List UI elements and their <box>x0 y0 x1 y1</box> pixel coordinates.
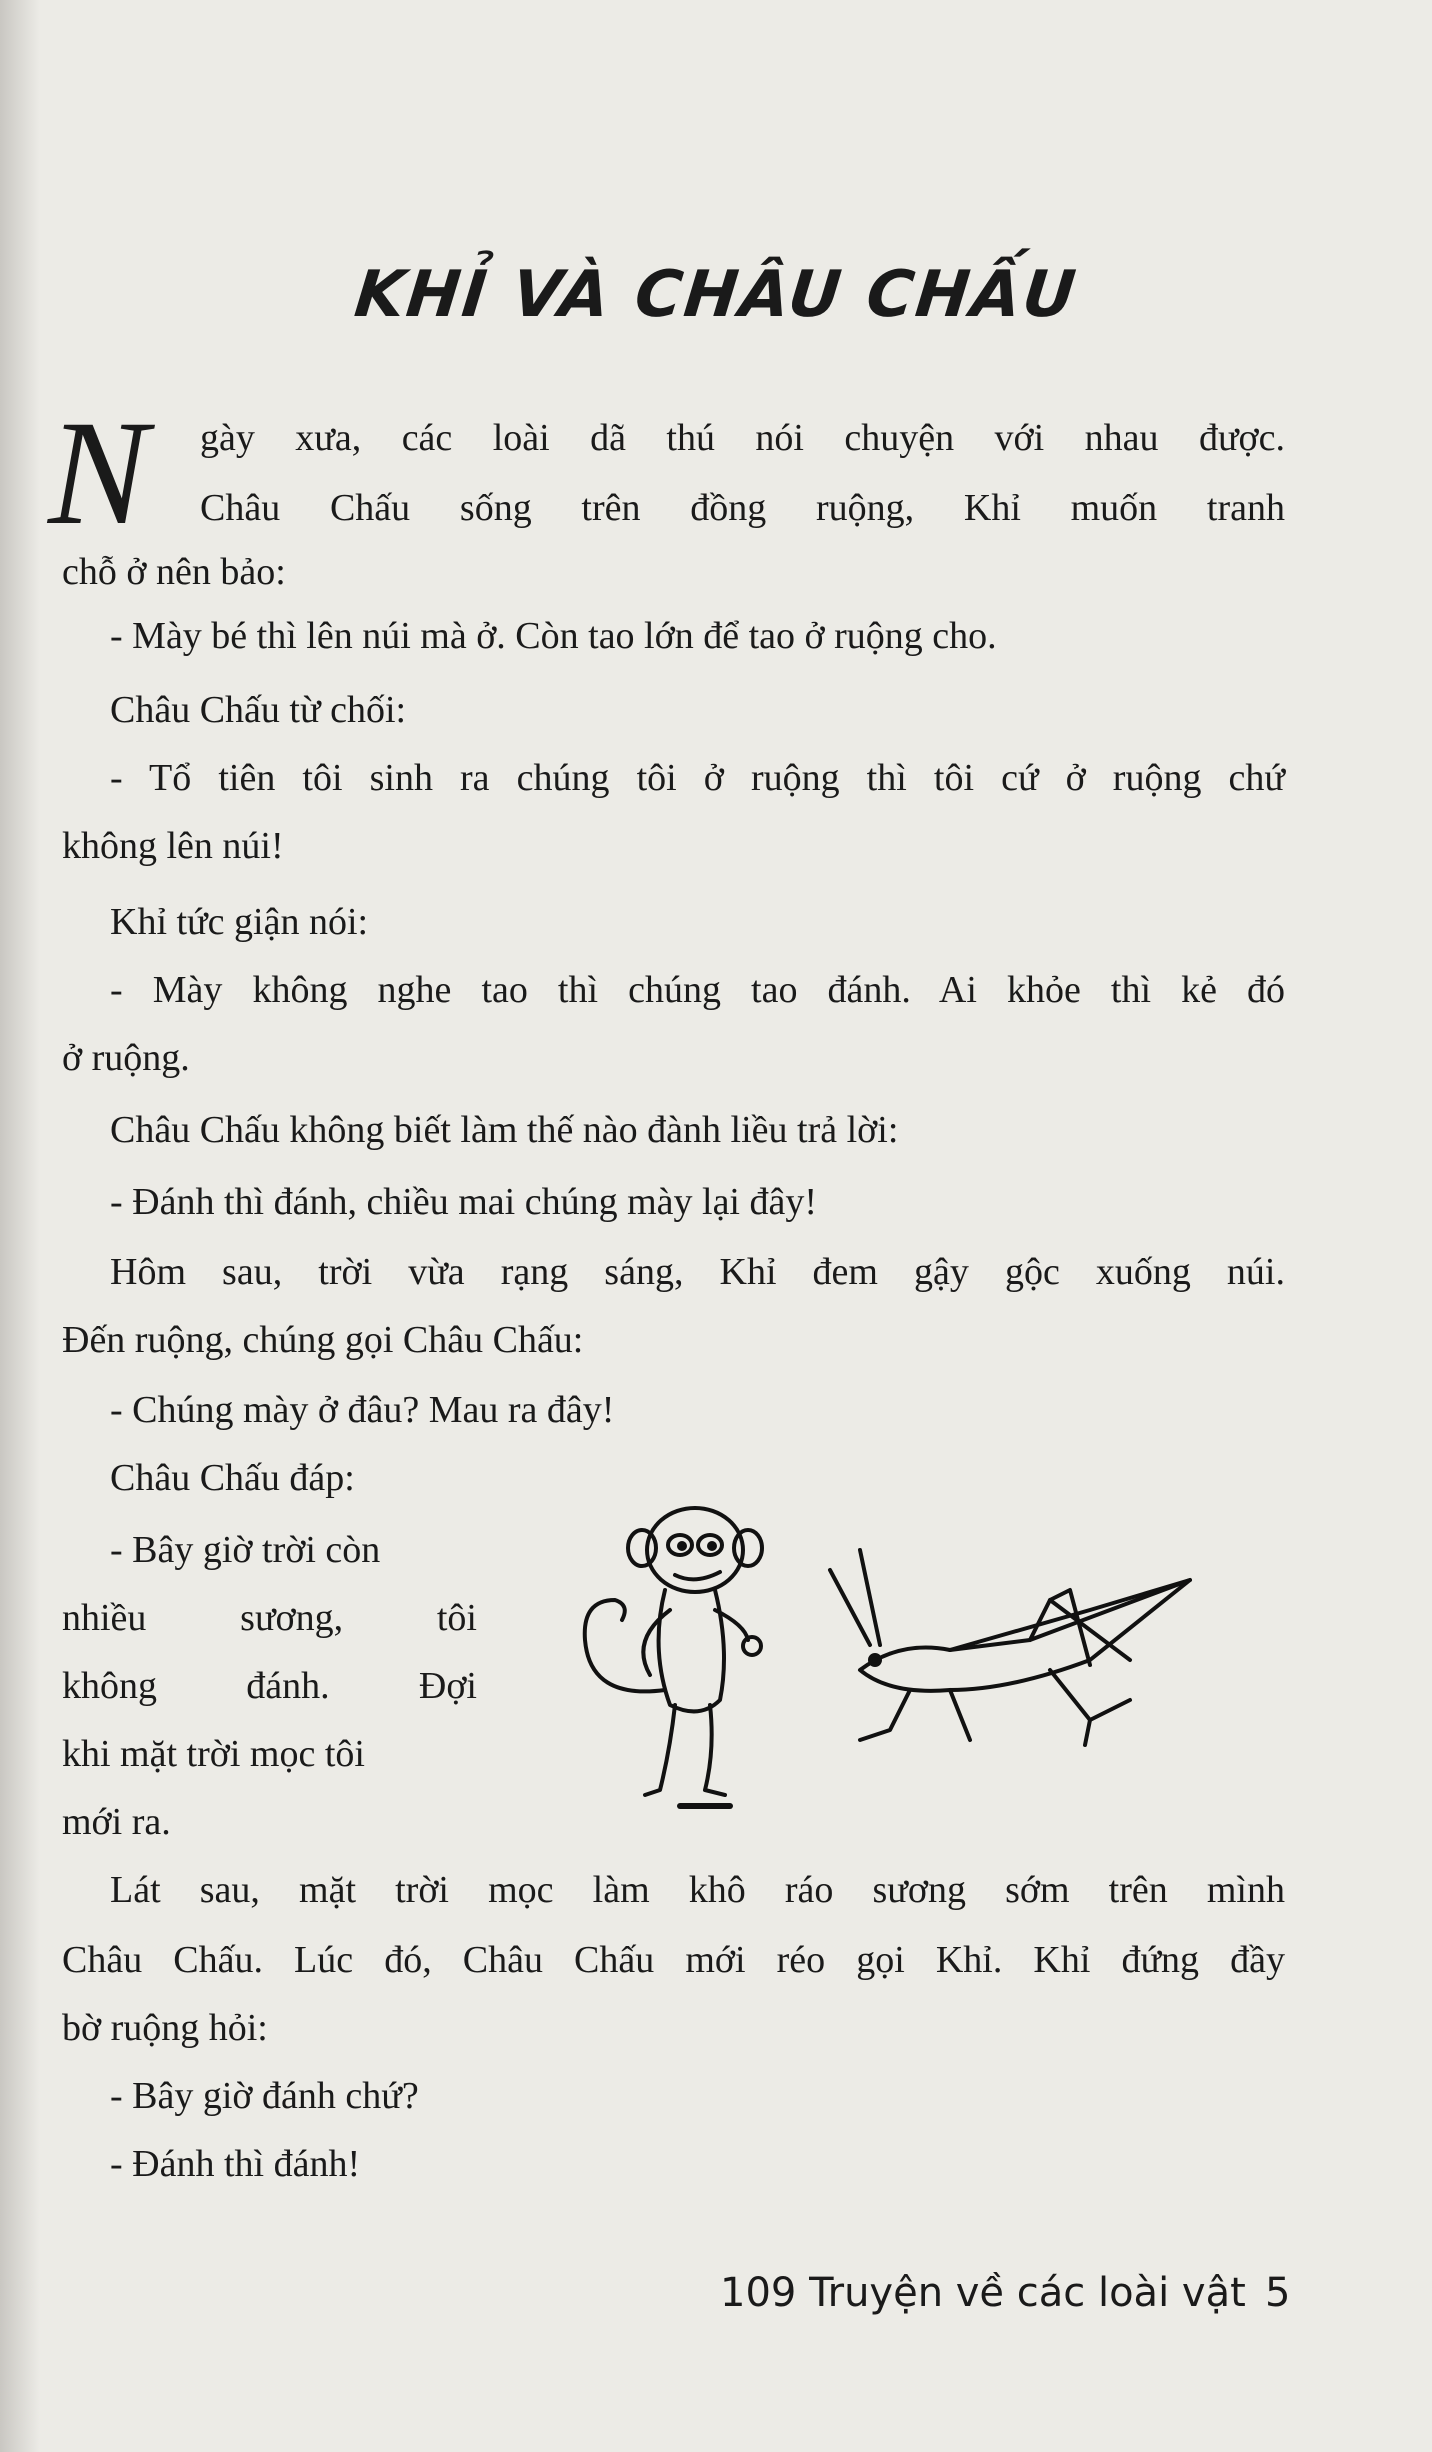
body-line: khi mặt trời mọc tôi <box>62 1733 365 1775</box>
body-line: Châu Chấu sống trên đồng ruộng, Khỉ muốn tranh <box>200 487 1285 529</box>
book-title: 109 Truyện về các loài vật <box>720 2270 1246 2316</box>
page-gutter-shadow <box>0 0 40 2452</box>
page-number: 5 <box>1265 2270 1291 2316</box>
body-line: không đánh. Đợi <box>62 1665 477 1707</box>
body-line: Châu Chấu không biết làm thế nào đành liều trả lời: <box>110 1109 899 1151</box>
body-line: mới ra. <box>62 1801 171 1843</box>
grasshopper-illustration <box>830 1550 1190 1745</box>
body-line: Lát sau, mặt trời mọc làm khô ráo sương sớm trên mình <box>110 1869 1285 1911</box>
body-line: - Bây giờ đánh chứ? <box>110 2075 419 2117</box>
body-line: không lên núi! <box>62 825 284 867</box>
body-line: - Mày bé thì lên núi mà ở. Còn tao lớn để tao ở ruộng cho. <box>110 615 997 657</box>
body-line: Châu Chấu đáp: <box>110 1457 355 1499</box>
body-line: chỗ ở nên bảo: <box>62 551 286 593</box>
body-line: bờ ruộng hỏi: <box>62 2007 268 2049</box>
body-line: - Đánh thì đánh! <box>110 2143 361 2185</box>
story-title: KHỈ VÀ CHÂU CHẤU <box>351 258 1081 332</box>
body-line: Khỉ tức giận nói: <box>110 901 369 943</box>
body-line: - Đánh thì đánh, chiều mai chúng mày lại đây! <box>110 1181 818 1223</box>
body-line: Đến ruộng, chúng gọi Châu Chấu: <box>62 1319 584 1361</box>
story-illustration <box>530 1490 1300 1830</box>
body-line: nhiều sương, tôi <box>62 1597 477 1639</box>
body-line: - Mày không nghe tao thì chúng tao đánh. Ai khỏe thì kẻ đó <box>110 969 1285 1011</box>
body-line: gày xưa, các loài dã thú nói chuyện với nhau được. <box>200 417 1285 459</box>
drop-cap: N <box>48 390 149 556</box>
body-line: - Chúng mày ở đâu? Mau ra đây! <box>110 1389 615 1431</box>
body-line: Châu Chấu. Lúc đó, Châu Chấu mới réo gọi Khỉ. Khỉ đứng đầy <box>62 1939 1285 1981</box>
body-line: Hôm sau, trời vừa rạng sáng, Khỉ đem gậy gộc xuống núi. <box>110 1251 1285 1293</box>
body-line: - Bây giờ trời còn <box>110 1529 381 1571</box>
page-footer <box>720 2270 1290 2316</box>
monkey-illustration <box>585 1508 762 1806</box>
body-line: - Tổ tiên tôi sinh ra chúng tôi ở ruộng thì tôi cứ ở ruộng chứ <box>110 757 1285 799</box>
body-line: ở ruộng. <box>62 1037 190 1079</box>
body-line: Châu Chấu từ chối: <box>110 689 407 731</box>
